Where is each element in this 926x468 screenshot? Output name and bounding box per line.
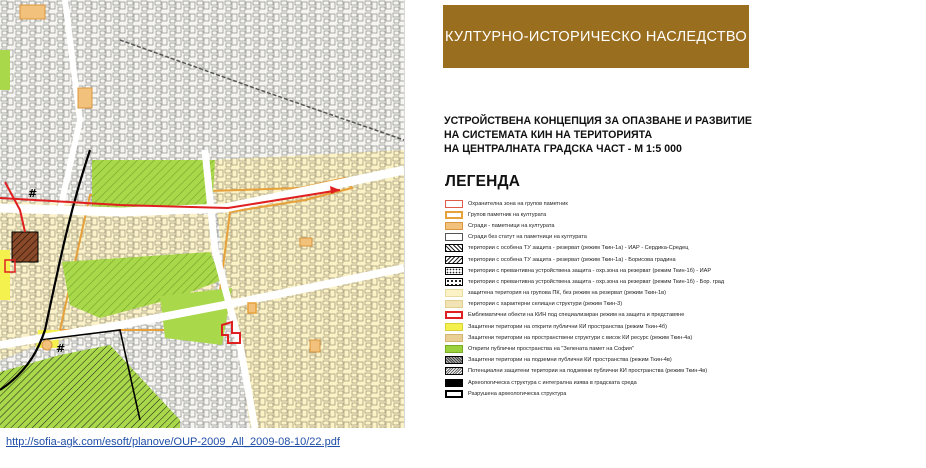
legend-label: защитена територия на групова ПК, без режим на резерват (режим Ткин-1в) [468, 290, 666, 297]
legend-label: Археологическа структура с интегрална изява в градската среда [468, 379, 637, 386]
legend-label: територии с превантивна устройствена защита - охр.зона на резерват (режим Ткин-1б) - ИАР [468, 267, 712, 274]
map-green-strip [0, 50, 10, 90]
legend-swatch [445, 289, 463, 297]
legend-label: Защитени територии на открити публични КИ пространства (режим Ткин-4б) [468, 323, 667, 330]
legend-label: Защитени територии на пространствени структури с висок КИ ресурс (режим Ткин-4а) [468, 334, 693, 341]
legend-item [445, 265, 775, 276]
map-monument-building [248, 303, 256, 313]
legend-label: Сгради без статут на паметници на културата [468, 234, 587, 241]
legend-item [445, 254, 775, 265]
legend-item [445, 332, 775, 343]
legend-label: територии с превантивна устройствена защита - охр.зона на резерват (режим Ткин-1б) - Бор. град [468, 278, 725, 285]
legend-label: Потенциални защитени територии на подземни публични КИ пространства (режим Ткин-4в) [468, 368, 708, 375]
legend-swatch [445, 222, 463, 230]
legend-label: Емблематични обекти на КИН под специализиран режим на защита и представяне [468, 312, 685, 319]
concept-title-line: НА ЦЕНТРАЛНАТА ГРАДСКА ЧАСТ - М 1:5 000 [444, 143, 682, 155]
legend-swatch [445, 379, 463, 387]
legend-item [445, 209, 775, 220]
legend-item [445, 366, 775, 377]
legend-swatch [445, 267, 463, 275]
legend-swatch [445, 244, 463, 252]
legend-swatch [445, 390, 463, 398]
legend-label: Охранителна зона на групов паметник [468, 200, 568, 207]
map-monument-building [20, 5, 45, 19]
legend-label: Групов паметник на културата [468, 211, 547, 218]
legend-swatch [445, 367, 463, 375]
legend-item [445, 276, 775, 287]
legend-label: територии с особена ТУ защита - резерват (режим Ткин-1а) - ИАР - Сердика-Средец [468, 245, 689, 252]
title-banner [443, 5, 749, 68]
map-monument-building [78, 88, 92, 108]
legend-swatch [445, 323, 463, 331]
map-monument-building [310, 340, 320, 352]
legend-item [445, 299, 775, 310]
legend-item [445, 310, 775, 321]
source-link[interactable]: http://sofia-agk.com/esoft/planove/OUP-2009_All_2009-08-10/22.pdf [6, 436, 340, 448]
legend-item [445, 232, 775, 243]
legend-label: Защитени територии на подземни публични КИ пространства (режим Ткин-4в) [468, 357, 672, 364]
map-panel [0, 0, 405, 428]
banner-title: КУЛТУРНО-ИСТОРИЧЕСКО НАСЛЕДСТВО [445, 28, 747, 45]
legend-item [445, 243, 775, 254]
legend-item [445, 198, 775, 209]
legend-swatch [445, 211, 463, 219]
legend-swatch [445, 311, 463, 319]
legend-swatch [445, 233, 463, 241]
legend-item [445, 220, 775, 231]
legend-item [445, 388, 775, 399]
concept-title-line: УСТРОЙСТВЕНА КОНЦЕПЦИЯ ЗА ОПАЗВАНЕ И РАЗВИТИЕ [444, 115, 752, 127]
legend-heading: ЛЕГЕНДА [445, 173, 521, 190]
legend-item [445, 377, 775, 388]
map-yellow-strip [0, 250, 10, 300]
map-hash-marker: # [56, 342, 66, 355]
legend-swatch [445, 345, 463, 353]
legend-swatch [445, 356, 463, 364]
legend-label: територии с особена ТУ защита - резерват (режим Ткин-1а) - Борисова градина [468, 256, 676, 263]
legend-item [445, 288, 775, 299]
legend-label: Открити публични пространства на "Зелената памет на София" [468, 346, 634, 353]
legend-item [445, 321, 775, 332]
legend-swatch [445, 278, 463, 286]
legend-label: Сгради - паметници на културата [468, 222, 555, 229]
legend-swatch [445, 256, 463, 264]
legend-swatch [445, 334, 463, 342]
concept-title [444, 114, 784, 156]
legend-label: територии с характерни селищни структури (режим Ткин-3) [468, 301, 623, 308]
concept-title-line: НА СИСТЕМАТА КИН НА ТЕРИТОРИЯТА [444, 129, 653, 141]
map-hash-marker: # [28, 187, 38, 200]
map-monument-building [300, 238, 312, 246]
legend-item [445, 355, 775, 366]
legend-item [445, 343, 775, 354]
map-monument-marker [42, 340, 52, 350]
city-map [0, 0, 404, 428]
legend-list [445, 198, 775, 399]
legend-label: Разрушена археологическа структура [468, 390, 567, 397]
legend-swatch [445, 200, 463, 208]
legend-swatch [445, 300, 463, 308]
map-archaeological-zone [12, 232, 38, 262]
